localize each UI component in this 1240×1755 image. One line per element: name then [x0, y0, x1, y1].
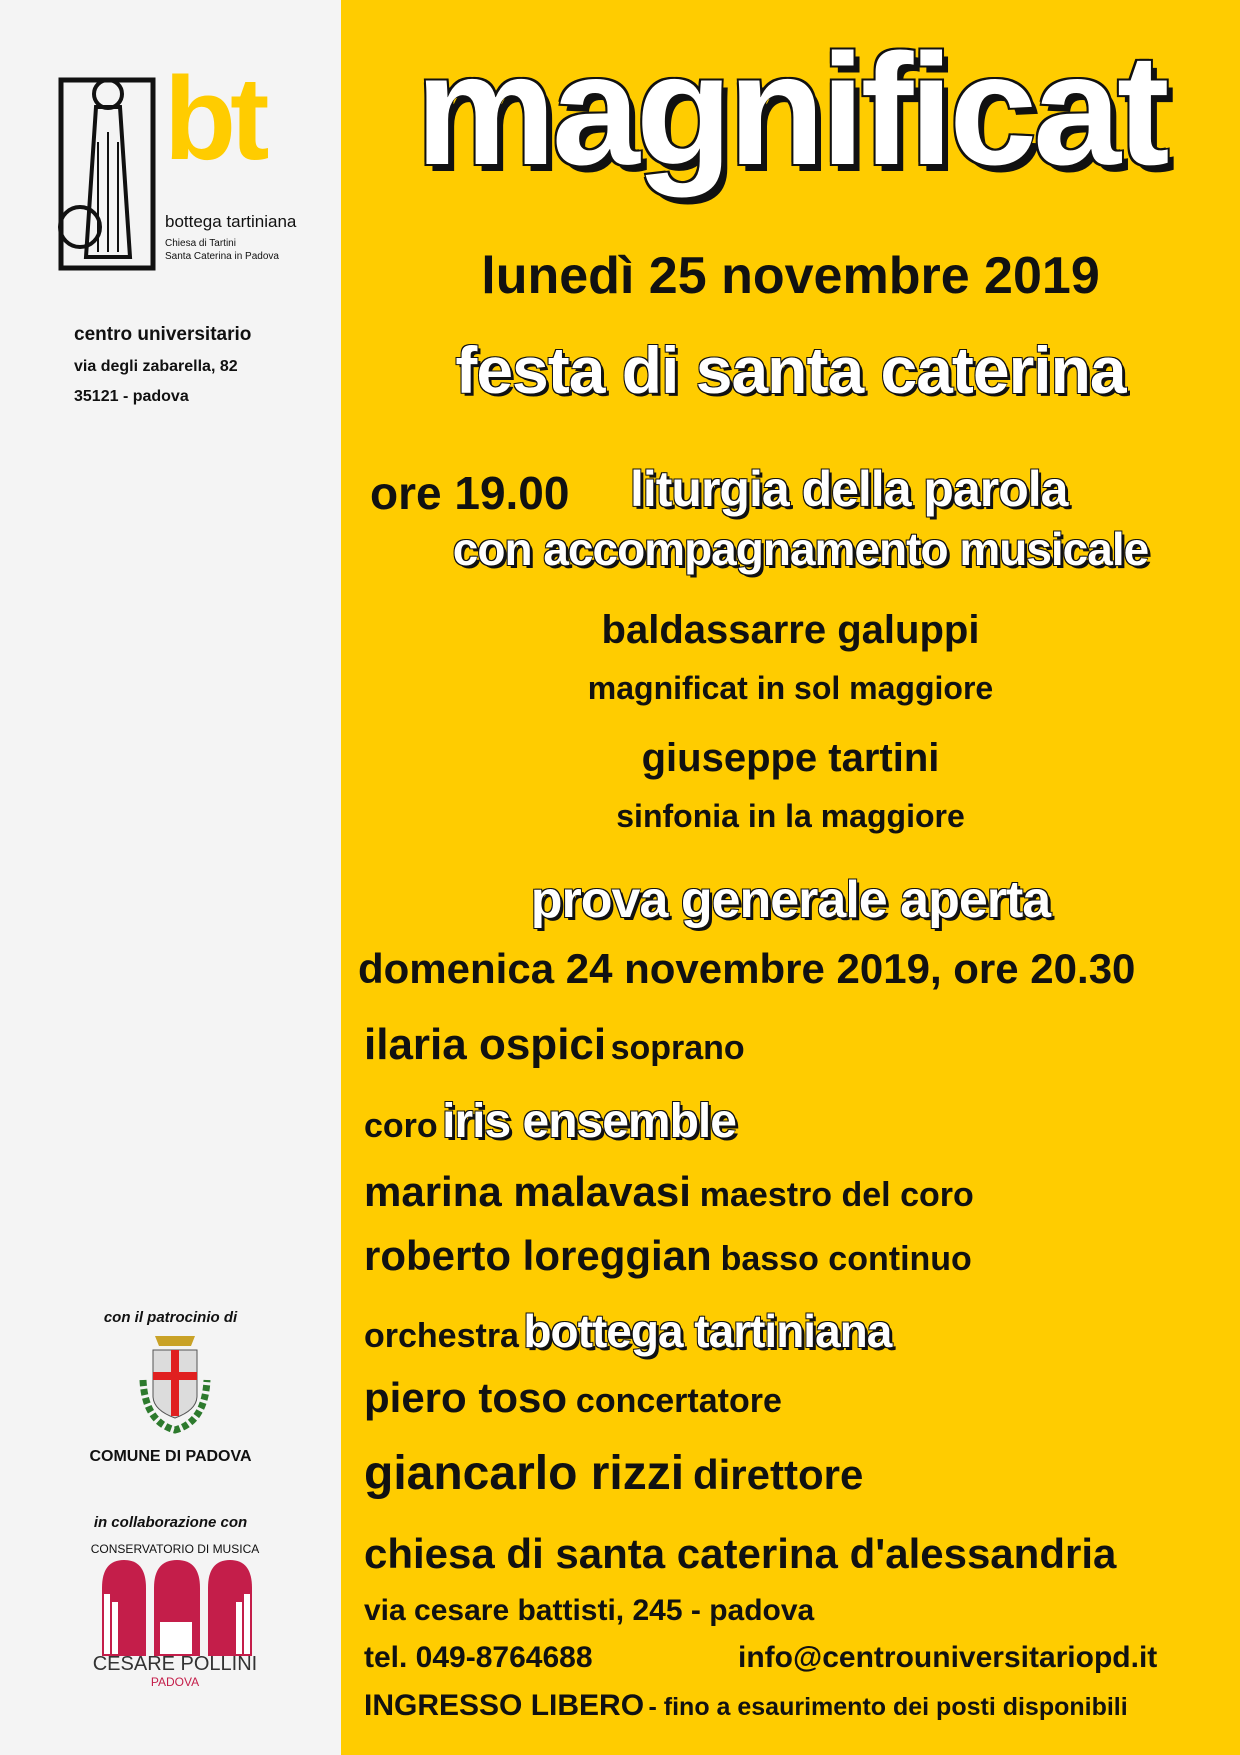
performer-name: iris ensemble [442, 1095, 736, 1148]
performer-role: direttore [692, 1451, 864, 1498]
performer-director [364, 1446, 863, 1501]
title: magnificat [415, 22, 1166, 198]
prova-date: domenica 24 novembre 2019, ore 20.30 [358, 945, 1136, 992]
festa-title: festa di santa caterina [455, 333, 1126, 407]
padova-crest-icon [135, 1330, 215, 1438]
work-1: magnificat in sol maggiore [587, 670, 994, 706]
performer-name: giancarlo rizzi [364, 1447, 685, 1500]
prova-title: prova generale aperta [530, 871, 1051, 929]
performer-orchestra [364, 1304, 891, 1358]
logo-name: bottega tartiniana [165, 212, 297, 231]
accompaniment: con accompagnamento musicale [452, 523, 1149, 575]
phone: tel. 049-8764688 [364, 1641, 593, 1674]
performer-continuo [364, 1232, 972, 1280]
time: ore 19.00 [370, 467, 570, 519]
performer-name: bottega tartiniana [523, 1305, 892, 1357]
venue-left-line3: 35121 - padova [74, 388, 189, 405]
saint-catherine-woodcut-icon [58, 62, 158, 272]
logo-sub2: Santa Caterina in Padova [165, 251, 279, 262]
performer-prefix: orchestra [364, 1317, 519, 1355]
performer-name: marina malavasi [364, 1168, 691, 1215]
performer-role: concertatore [575, 1382, 782, 1420]
conservatorio-top: CONSERVATORIO DI MUSICA [90, 1542, 260, 1556]
entry-info [364, 1689, 1128, 1723]
liturgia: liturgia della parola [630, 461, 1068, 517]
patrocinio-label: con il patrocinio di [103, 1309, 238, 1326]
conservatorio-arches-logo [100, 1560, 255, 1656]
performer-soprano [364, 1020, 745, 1070]
entry-label: INGRESSO LIBERO [364, 1689, 645, 1722]
performer-name: ilaria ospici [364, 1020, 607, 1069]
performer-role: maestro del coro [699, 1176, 974, 1214]
performer-name: piero toso [364, 1374, 568, 1421]
composer-2: giuseppe tartini [641, 736, 940, 780]
church-address: via cesare battisti, 245 - padova [364, 1594, 815, 1627]
work-2: sinfonia in la maggiore [616, 798, 965, 834]
performer-role: soprano [610, 1029, 745, 1067]
event-date: lunedì 25 novembre 2019 [481, 247, 1100, 305]
logo-mark: bt [164, 53, 264, 185]
conservatorio-name: CESARE POLLINI [92, 1653, 258, 1675]
venue-left-line1: centro universitario [74, 324, 252, 345]
performer-name: roberto loreggian [364, 1232, 712, 1279]
comune-label: COMUNE DI PADOVA [89, 1448, 252, 1465]
conservatorio-city: PADOVA [150, 1675, 200, 1689]
email-link[interactable]: info@centrouniversitariopd.it [738, 1641, 1158, 1674]
left-panel [0, 0, 341, 1755]
logo-sub1: Chiesa di Tartini [165, 238, 236, 249]
venue-left-line2: via degli zabarella, 82 [74, 358, 238, 375]
performer-choir [364, 1094, 736, 1149]
collab-label: in collaborazione con [93, 1514, 248, 1531]
entry-note: - fino a esaurimento dei posti disponibili [648, 1693, 1128, 1721]
performer-choirmaster [364, 1168, 974, 1216]
performer-concertatore [364, 1374, 782, 1422]
performer-prefix: coro [364, 1107, 438, 1145]
performer-role: basso continuo [720, 1240, 972, 1278]
composer-1: baldassarre galuppi [601, 608, 980, 652]
church-name: chiesa di santa caterina d'alessandria [364, 1530, 1117, 1577]
